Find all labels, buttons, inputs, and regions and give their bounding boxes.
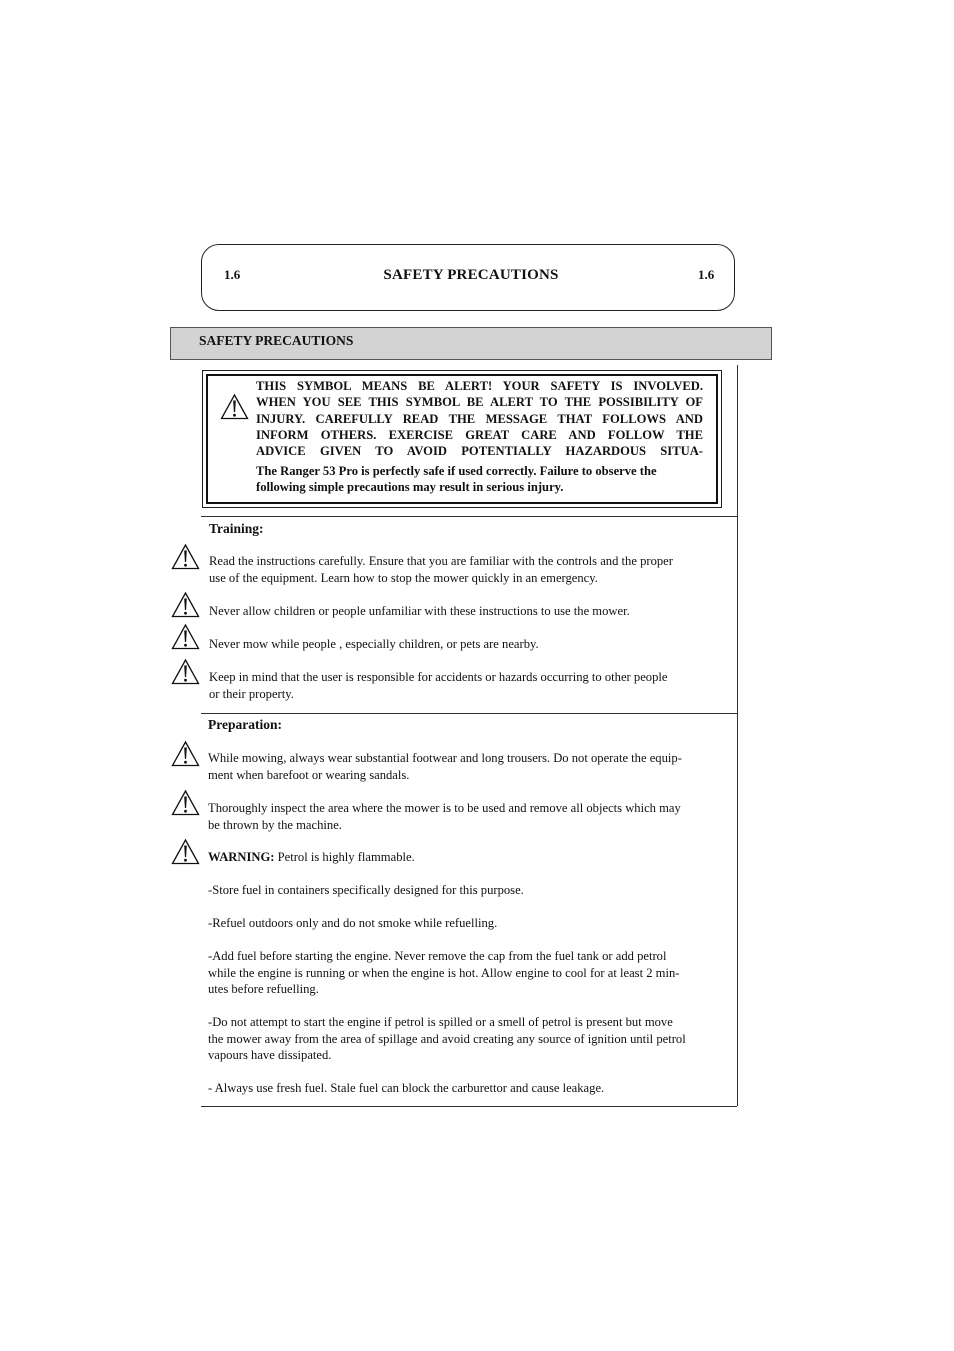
warning-icon xyxy=(171,740,200,767)
page-title: SAFETY PRECAUTIONS xyxy=(383,267,559,283)
divider-training xyxy=(201,516,737,517)
warning-icon xyxy=(171,789,200,816)
warning-icon xyxy=(171,658,200,685)
training-heading: Training: xyxy=(209,521,264,536)
fuel-item: -Do not attempt to start the engine if petrol is spilled or a smell of petrol is present but move the mower away from the area of spillage and avoid creating any source of ignition until petrol vapours have dissipated. xyxy=(208,1015,686,1062)
fuel-item: -Add fuel before starting the engine. Never remove the cap from the fuel tank or add petrol while the engine is running or when the engine is hot. Allow engine to cool for at least 2 min- utes before refuelling. xyxy=(208,949,680,996)
alert-note-line: The Ranger 53 Pro is perfectly safe if used correctly. Failure to observe the xyxy=(256,464,657,478)
preparation-item: Thoroughly inspect the area where the mower is to be used and remove all objects which may be thrown by the machine. xyxy=(208,801,681,832)
fuel-item: - Always use fresh fuel. Stale fuel can block the carburettor and cause leakage. xyxy=(208,1081,605,1095)
divider-end xyxy=(201,1106,737,1107)
preparation-item: While mowing, always wear substantial footwear and long trousers. Do not operate the equip- ment when barefoot or wearing sandals. xyxy=(208,751,682,782)
alert-line: INJURY. CAREFULLY READ THE MESSAGE THAT FOLLOWS AND xyxy=(256,411,703,426)
training-item: Never allow children or people unfamiliar with these instructions to use the mower. xyxy=(209,604,630,618)
warning-icon xyxy=(171,543,200,570)
warning-icon xyxy=(171,838,200,865)
alert-line: INFORM OTHERS. EXERCISE GREAT CARE AND FOLLOW THE xyxy=(256,427,703,442)
alert-line: ADVICE GIVEN TO AVOID POTENTIALLY HAZARDOUS SITUA- xyxy=(256,444,703,459)
warning-label: WARNING: xyxy=(208,850,275,864)
warning-text: Petrol is highly flammable. xyxy=(274,850,415,864)
warning-icon xyxy=(171,623,200,650)
petrol-warning xyxy=(208,849,718,866)
preparation-heading: Preparation: xyxy=(208,717,282,732)
fuel-item: -Refuel outdoors only and do not smoke while refuelling. xyxy=(208,916,498,930)
fuel-item: -Store fuel in containers specifically designed for this purpose. xyxy=(208,883,524,897)
divider-preparation xyxy=(201,713,737,714)
section-number-right: 1.6 xyxy=(698,267,715,282)
alert-line: THIS SYMBOL MEANS BE ALERT! YOUR SAFETY IS INVOLVED. xyxy=(256,379,703,393)
alert-line: WHEN YOU SEE THIS SYMBOL BE ALERT TO THE POSSIBILITY OF xyxy=(256,395,703,410)
training-item: Read the instructions carefully. Ensure that you are familiar with the controls and the proper use of the equipment. Learn how to stop the mower quickly in an emergency. xyxy=(209,554,673,585)
training-item: Never mow while people , especially children, or pets are nearby. xyxy=(209,637,539,651)
alert-note xyxy=(256,463,716,496)
right-rule xyxy=(737,365,738,1106)
section-number-left: 1.6 xyxy=(224,267,241,282)
warning-icon xyxy=(171,591,200,618)
training-item: Keep in mind that the user is responsible for accidents or hazards occurring to other people or their property. xyxy=(209,670,668,701)
warning-icon xyxy=(220,393,249,420)
section-band-title: SAFETY PRECAUTIONS xyxy=(199,333,354,348)
alert-note-line: following simple precautions may result in serious injury. xyxy=(256,480,564,495)
alert-message xyxy=(256,378,703,459)
